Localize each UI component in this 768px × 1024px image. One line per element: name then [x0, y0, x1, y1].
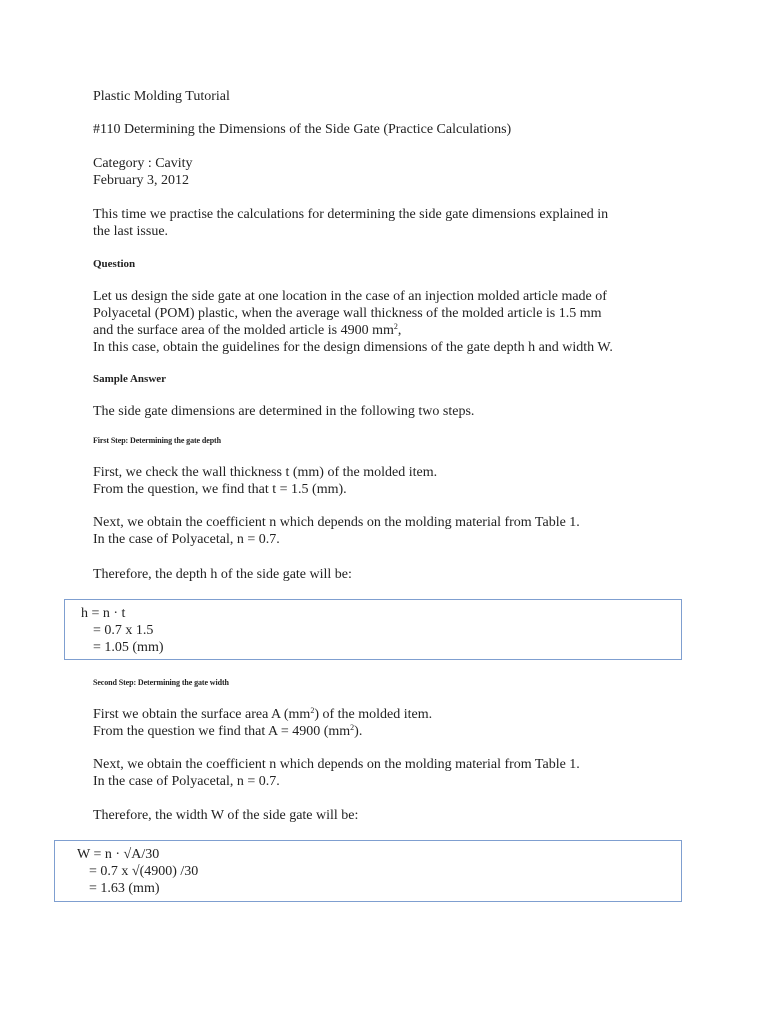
step2-line-1: First we obtain the surface area A $(mm^2)$ of the molded item. — [93, 706, 433, 722]
intro-line-2: the last issue. — [93, 224, 169, 239]
depth-formula-line-2: = 0.7 x 1.5 — [93, 623, 154, 638]
step2-line-5: Therefore, the width W of the side gate will be: — [93, 808, 359, 823]
step2-heading: Second Step: Determining the gate width — [93, 678, 229, 687]
step2-line-4: In the case of Polyacetal, n = 0.7. — [93, 774, 280, 789]
step2-line-3: Next, we obtain the coefficient n which depends on the molding material from Table 1. — [93, 757, 580, 772]
step1-heading: First Step: Determining the gate depth — [93, 436, 221, 445]
depth-formula-line-3: = 1.05 (mm) — [93, 640, 164, 655]
answer-intro: The side gate dimensions are determined in the following two steps. — [93, 404, 475, 419]
step1-line-1: First, we check the wall thickness t (mm) of the molded item. — [93, 465, 438, 480]
width-formula-box — [54, 840, 682, 902]
question-line-4: In this case, obtain the guidelines for the design dimensions of the gate depth h and width W. — [93, 340, 613, 355]
publish-date: February 3, 2012 — [93, 173, 190, 188]
category-label: Category : Cavity — [93, 156, 193, 171]
step1-line-5: Therefore, the depth h of the side gate will be: — [93, 567, 352, 582]
answer-heading: Sample Answer — [93, 373, 167, 385]
question-line-1: Let us design the side gate at one location in the case of an injection molded article made of — [93, 289, 607, 304]
depth-formula-line-1: h = n · t — [81, 606, 126, 621]
article-title: #110 Determining the Dimensions of the Side Gate (Practice Calculations) — [93, 122, 512, 137]
step1-line-4: In the case of Polyacetal, n = 0.7. — [93, 532, 280, 547]
step1-line-2: From the question, we find that t = 1.5 (mm). — [93, 482, 347, 497]
width-formula-line-1: W = n · √A/30 — [77, 847, 160, 862]
question-line-2: Polyacetal (POM) plastic, when the average wall thickness of the molded article is 1.5 mm — [93, 306, 602, 321]
question-line-3: and the surface area of the molded article is 4900 $mm^2$, — [93, 322, 402, 338]
intro-line-1: This time we practise the calculations for determining the side gate dimensions explained in — [93, 207, 609, 222]
step1-line-3: Next, we obtain the coefficient n which depends on the molding material from Table 1. — [93, 515, 580, 530]
step2-line-2: From the question we find that A = 4900 $(mm^2)$. — [93, 723, 363, 739]
width-formula-line-3: = 1.63 (mm) — [89, 881, 160, 896]
depth-formula-box — [64, 599, 682, 660]
width-formula-line-2: = 0.7 x √(4900) /30 — [89, 864, 199, 879]
question-heading: Question — [93, 258, 136, 270]
document-title: Plastic Molding Tutorial — [93, 89, 230, 104]
